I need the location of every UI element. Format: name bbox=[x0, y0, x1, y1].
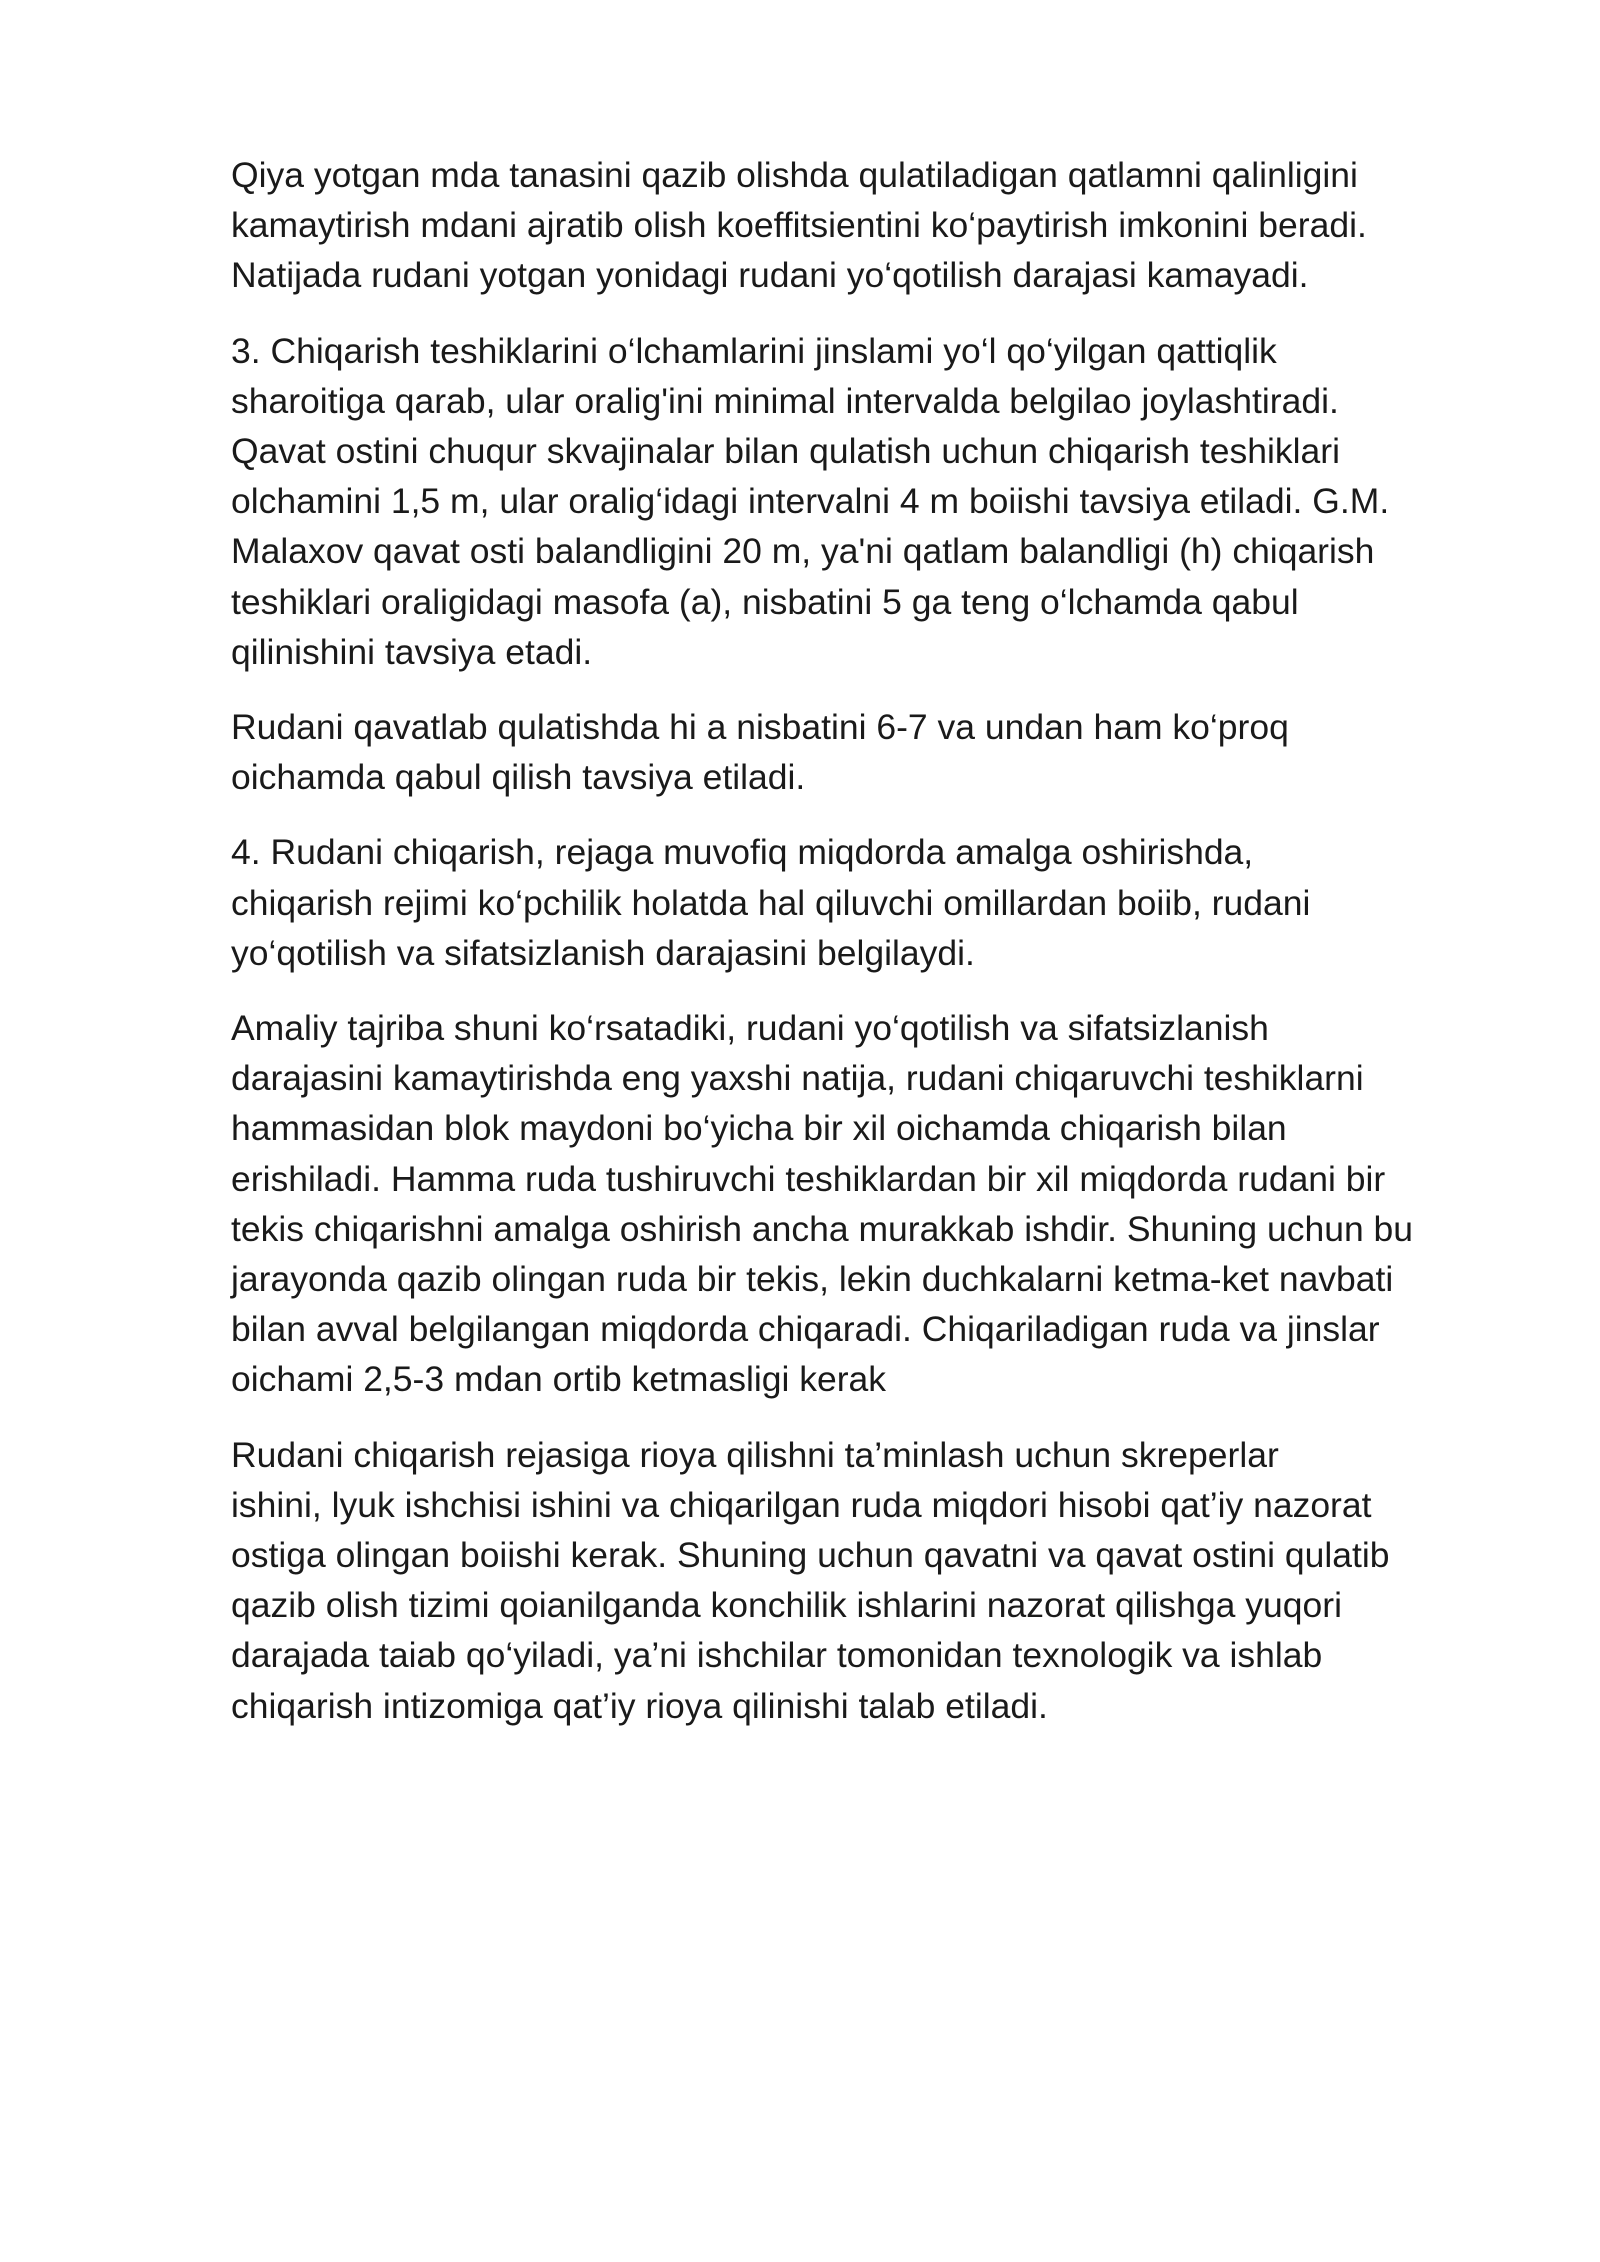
paragraph: Rudani qavatlab qulatishda hi a nisbatini 6-7 va undan ham ko‘proq oichamda qabul qilish tavsiya etiladi. bbox=[231, 707, 1289, 798]
paragraph: 3. Chiqarish teshiklarini o‘lchamlarini jinslami yo‘l qo‘yilgan qattiqlik sharoitiga qarab, ular oralig'ini minimal intervalda belgilao joylashtiradi. Qavat ostini chuqur skvajinalar bilan qulatish uchun chiqarish teshiklari olchamini 1,5 m, ular oralig‘idagi intervalni 4 m boiishi tavsiya etiladi. G.M. Malaxov qavat osti balandligini 20 m, ya'ni qatlam balandligi (h) chiqarish teshiklari oraligidagi masofa (a), nisbatini 5 ga teng o‘lchamda qabul qilinishini tavsiya etadi. bbox=[231, 330, 1390, 672]
paragraph: Qiya yotgan mda tanasini qazib olishda qulatiladigan qatlamni qalinligini kamaytirish mdani ajratib olish koeffitsientini ko‘paytirish imkonini beradi. Natijada rudani yotgan yonidagi rudani yo‘qotilish darajasi kamayadi. bbox=[231, 155, 1367, 296]
paragraph: Rudani chiqarish rejasiga rioya qilishni ta’minlash uchun skreperlar ishini, lyuk ishchisi ishini va chiqarilgan ruda miqdori hisobi qat’iy nazorat ostiga olingan boiishi kerak. Shuning uchun qavatni va qavat ostini qulatib qazib olish tizimi qoianilganda konchilik ishlarini nazorat qilishga yuqori darajada taiab qo‘yiladi, ya’ni ishchilar tomonidan texnologik va ishlab chiqarish intizomiga qat’iy rioya qilinishi talab etiladi. bbox=[231, 1434, 1390, 1726]
paragraph: 4. Rudani chiqarish, rejaga muvofiq miqdorda amalga oshirishda, chiqarish rejimi ko‘pchilik holatda hal qiluvchi omillardan boiib, rudani yo‘qotilish va sifatsizlanish darajasini belgilaydi. bbox=[231, 832, 1311, 973]
document-body bbox=[231, 150, 1511, 1756]
paragraph: Amaliy tajriba shuni ko‘rsatadiki, rudani yo‘qotilish va sifatsizlanish darajasini kamaytirishda eng yaxshi natija, rudani chiqaruvchi teshiklarni hammasidan blok maydoni bo‘yicha bir xil oichamda chiqarish bilan erishiladi. Hamma ruda tushiruvchi teshiklardan bir xil miqdorda rudani bir tekis chiqarishni amalga oshirish ancha murakkab ishdir. Shuning uchun bu jarayonda qazib olingan ruda bir tekis, lekin duchkalarni ketma-ket navbati bilan avval belgilangan miqdorda chiqaradi. Chiqariladigan ruda va jinslar oichami 2,5-3 mdan ortib ketmasligi kerak bbox=[231, 1008, 1414, 1400]
